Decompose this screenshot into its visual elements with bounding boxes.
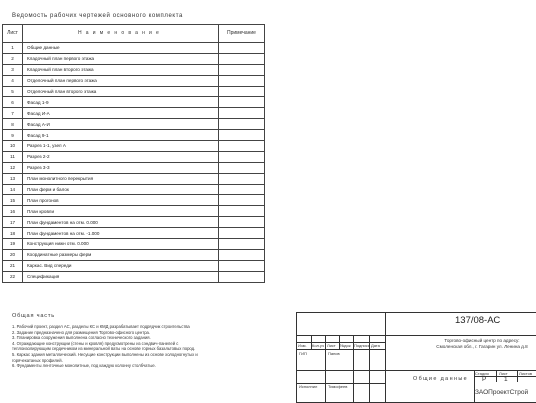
- register-row: [3, 97, 265, 108]
- register-row: [3, 130, 265, 141]
- register-sheet-number: 13: [3, 173, 23, 184]
- stage-label: Стадия: [475, 371, 489, 376]
- notes-title: Общая часть: [12, 313, 55, 319]
- sheets-label: Листов: [519, 371, 532, 376]
- note-line: 6. Фундаменты ленточные монолитные, под каждую колонну столбчатые.: [12, 363, 156, 369]
- register-sheet-note: [219, 228, 265, 239]
- note-line: 3. Планировка сооружения выполнена согласно технического задания.: [12, 335, 151, 341]
- register-sheet-note: [219, 195, 265, 206]
- register-sheet-note: [219, 108, 265, 119]
- register-sheet-name: План фундаментов на отм. 0.000: [23, 217, 219, 228]
- executor-name: Тимофеев: [328, 384, 348, 389]
- register-sheet-number: 9: [3, 130, 23, 141]
- executor-label: Исполнил: [299, 384, 318, 389]
- gip-label: ГИП: [299, 351, 307, 356]
- register-sheet-note: [219, 141, 265, 152]
- register-sheet-name: План фундаментов на отм. -1.000: [23, 228, 219, 239]
- register-sheet-name: Общие данные: [23, 43, 219, 54]
- register-sheet-name: План кровли: [23, 206, 219, 217]
- register-sheet-note: [219, 119, 265, 130]
- col-header-docnum: №док: [340, 343, 351, 348]
- register-sheet-name: Отделочный план первого этажа: [23, 75, 219, 86]
- note-line: теплоизолирующим сердечником из минеральной ваты на основе горных базальтовых пород.: [12, 346, 196, 352]
- register-sheet-name: Разрез 2-2: [23, 151, 219, 162]
- register-sheet-note: [219, 217, 265, 228]
- register-sheet-name: Фасад 1-9: [23, 97, 219, 108]
- register-sheet-number: 16: [3, 206, 23, 217]
- note-line: горячекатаных профилей.: [12, 357, 63, 363]
- drawing-register-table: [2, 24, 265, 283]
- note-line: 5. Каркас здания металлический. Несущие конструкции выполнены из основе холодногнутых и: [12, 351, 198, 357]
- register-sheet-note: [219, 162, 265, 173]
- register-sheet-note: [219, 97, 265, 108]
- register-sheet-number: 3: [3, 64, 23, 75]
- register-sheet-note: [219, 151, 265, 162]
- register-sheet-number: 2: [3, 53, 23, 64]
- register-sheet-note: [219, 184, 265, 195]
- register-row: [3, 206, 265, 217]
- register-header-row: [3, 25, 265, 43]
- register-sheet-number: 20: [3, 249, 23, 260]
- register-sheet-name: План монолитного перекрытия: [23, 173, 219, 184]
- register-sheet-note: [219, 206, 265, 217]
- register-sheet-note: [219, 260, 265, 271]
- register-sheet-name: Фасад 9-1: [23, 130, 219, 141]
- project-code: 137/08-АС: [455, 315, 501, 326]
- note-line: 4. Ограждающие конструкции (стены и кровля) предусмотрены из сэндвич-панелей с: [12, 340, 179, 346]
- column-header-name: Наименование: [23, 25, 219, 43]
- register-sheet-note: [219, 249, 265, 260]
- register-row: [3, 108, 265, 119]
- register-sheet-number: 1: [3, 43, 23, 54]
- note-line: 1. Рабочий проект, раздел АС, разделы КС и КМД разрабатывает подрядчик строительства: [12, 324, 190, 329]
- register-row: [3, 184, 265, 195]
- sheet-label: Лист: [499, 371, 508, 376]
- register-row: [3, 195, 265, 206]
- register-sheet-note: [219, 64, 265, 75]
- register-sheet-number: 8: [3, 119, 23, 130]
- project-description-line: Торгово-офисный центр по адресу:: [444, 338, 520, 343]
- col-header-date: Дата: [371, 343, 380, 348]
- title-block-line: [496, 370, 497, 382]
- register-row: [3, 43, 265, 54]
- col-header-qty: Кол.уч: [312, 343, 324, 348]
- register-sheet-name: Фасад А-И: [23, 119, 219, 130]
- title-block: [296, 312, 536, 403]
- register-sheet-note: [219, 130, 265, 141]
- register-sheet-name: Отделочный план второго этажа: [23, 86, 219, 97]
- register-row: [3, 141, 265, 152]
- register-row: [3, 271, 265, 282]
- register-sheet-name: Конструкция нижн отм. 0.000: [23, 239, 219, 250]
- register-sheet-number: 7: [3, 108, 23, 119]
- column-header-sheet: Лист: [3, 25, 23, 43]
- note-line: 2. Задание предназначено для размещения Торгово-офисного центра.: [12, 329, 151, 335]
- register-sheet-note: [219, 271, 265, 282]
- register-row: [3, 151, 265, 162]
- title-block-line: [517, 370, 518, 382]
- register-row: [3, 64, 265, 75]
- register-row: [3, 228, 265, 239]
- register-row: [3, 75, 265, 86]
- register-sheet-number: 15: [3, 195, 23, 206]
- register-sheet-number: 22: [3, 271, 23, 282]
- general-notes: [12, 324, 294, 369]
- register-row: [3, 173, 265, 184]
- register-sheet-name: План прогонов: [23, 195, 219, 206]
- col-header-revision: Изм.: [298, 343, 307, 348]
- column-header-note: Примечание: [219, 25, 265, 43]
- register-sheet-name: Спецификация: [23, 271, 219, 282]
- title-block-line: [385, 313, 386, 403]
- register-row: [3, 249, 265, 260]
- title-block-line: [297, 349, 385, 350]
- register-sheet-note: [219, 239, 265, 250]
- register-sheet-name: Кладочный план первого этажа: [23, 53, 219, 64]
- gip-name: Панов: [328, 351, 340, 356]
- register-row: [3, 217, 265, 228]
- stage-value: Р: [482, 376, 487, 383]
- organization-name: ЗАОПроектСтрой: [475, 389, 529, 396]
- register-sheet-name: Разрез 3-3: [23, 162, 219, 173]
- register-row: [3, 119, 265, 130]
- register-sheet-name: План ферм и балок: [23, 184, 219, 195]
- col-header-sheet: Лист: [327, 343, 336, 348]
- register-row: [3, 260, 265, 271]
- register-sheet-number: 18: [3, 228, 23, 239]
- col-header-signature: Подпись: [354, 343, 370, 348]
- register-sheet-name: Кладочный план второго этажа: [23, 64, 219, 75]
- register-sheet-name: Каркас. Вид спереди: [23, 260, 219, 271]
- register-sheet-number: 19: [3, 239, 23, 250]
- register-sheet-name: Разрез 1-1, узел А: [23, 141, 219, 152]
- register-sheet-name: Фасад И-А: [23, 108, 219, 119]
- register-sheet-note: [219, 75, 265, 86]
- title-block-line: [297, 335, 536, 336]
- register-sheet-name: Координатные размеры ферм: [23, 249, 219, 260]
- register-sheet-note: [219, 53, 265, 64]
- register-sheet-number: 14: [3, 184, 23, 195]
- register-sheet-note: [219, 86, 265, 97]
- title-block-line: [325, 335, 326, 403]
- register-sheet-number: 11: [3, 151, 23, 162]
- register-title: Ведомость рабочих чертежей основного комплекта: [12, 13, 183, 19]
- register-sheet-number: 5: [3, 86, 23, 97]
- register-sheet-number: 10: [3, 141, 23, 152]
- sheet-title: Общие данные: [413, 376, 468, 382]
- register-sheet-number: 6: [3, 97, 23, 108]
- sheet-value: 1: [504, 376, 508, 383]
- register-sheet-number: 12: [3, 162, 23, 173]
- register-row: [3, 86, 265, 97]
- register-sheet-note: [219, 43, 265, 54]
- project-description: [407, 338, 536, 350]
- register-sheet-note: [219, 173, 265, 184]
- register-sheet-number: 21: [3, 260, 23, 271]
- register-sheet-number: 17: [3, 217, 23, 228]
- project-description-line: Смоленская обл., г. Гагарин ул. Ленина д.8: [436, 344, 528, 349]
- register-row: [3, 162, 265, 173]
- register-row: [3, 53, 265, 64]
- register-row: [3, 239, 265, 250]
- register-sheet-number: 4: [3, 75, 23, 86]
